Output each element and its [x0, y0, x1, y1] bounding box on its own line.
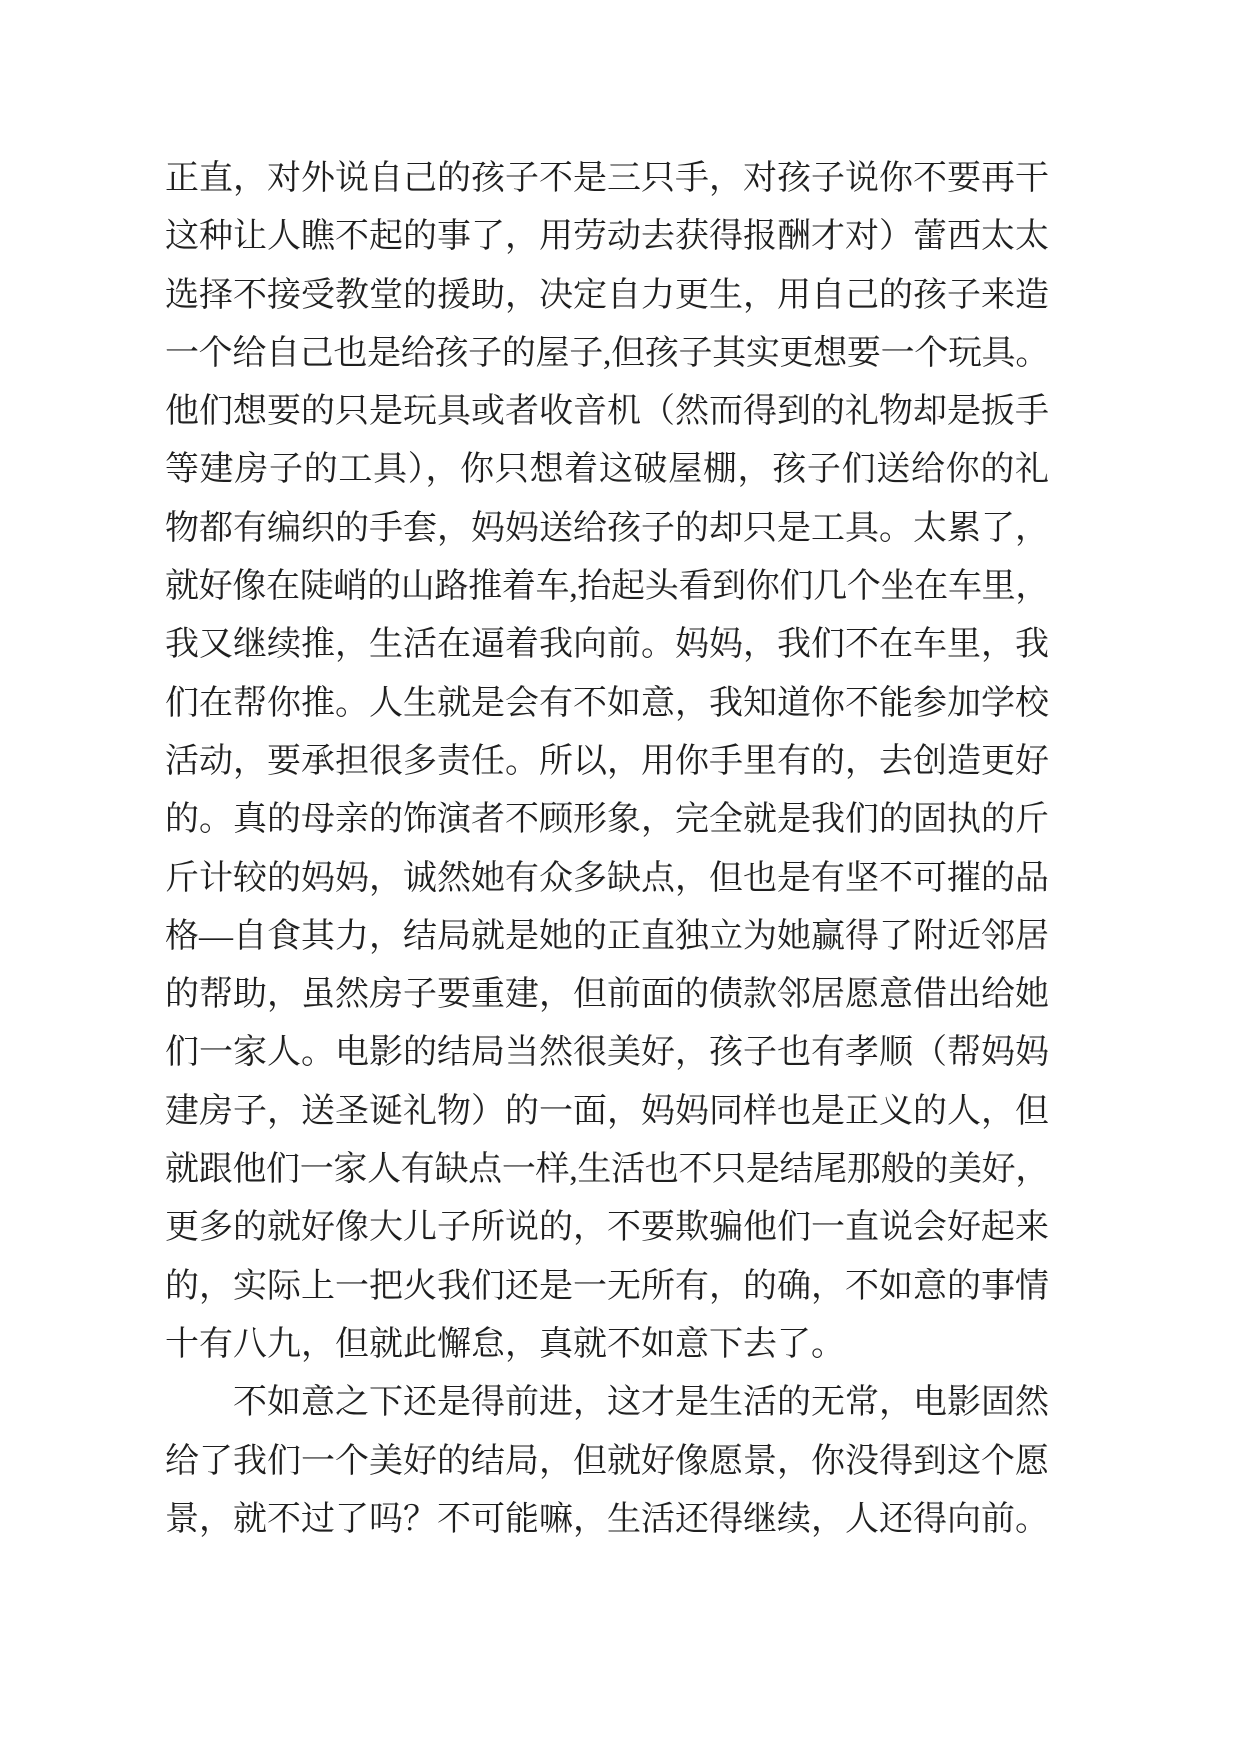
text-line: 就跟他们一家人有缺点一样,生活也不只是结尾那般的美好， [165, 1151, 1049, 1189]
text-line: 的，实际上一把火我们还是一无所有，的确，不如意的事情 [165, 1267, 1049, 1305]
text-line: 活动，要承担很多责任。所以，用你手里有的，去创造更好 [165, 742, 1049, 780]
text-line: 正直，对外说自己的孩子不是三只手，对孩子说你不要再干 [165, 160, 1049, 197]
text-line: 们在帮你推。人生就是会有不如意，我知道你不能参加学校 [165, 684, 1049, 722]
text-line: 格—自食其力，结局就是她的正直独立为她赢得了附近邻居 [165, 917, 1049, 955]
text-line: 给了我们一个美好的结局，但就好像愿景，你没得到这个愿 [165, 1442, 1049, 1480]
paragraph-1 [165, 150, 1049, 1374]
text-line: 十有八九，但就此懈怠，真就不如意下去了。 [165, 1325, 845, 1363]
text-line: 就好像在陡峭的山路推着车,抬起头看到你们几个坐在车里， [165, 568, 1049, 606]
text-line: 这种让人瞧不起的事了，用劳动去获得报酬才对）蕾西太太 [165, 218, 1049, 256]
text-line: 们一家人。电影的结局当然很美好，孩子也有孝顺（帮妈妈 [165, 1034, 1049, 1072]
text-line: 建房子，送圣诞礼物）的一面，妈妈同样也是正义的人，但 [165, 1092, 1049, 1130]
text-line: 我又继续推，生活在逼着我向前。妈妈，我们不在车里，我 [165, 626, 1049, 664]
text-line: 的。真的母亲的饰演者不顾形象，完全就是我们的固执的斤 [165, 801, 1049, 839]
text-line: 更多的就好像大儿子所说的，不要欺骗他们一直说会好起来 [165, 1209, 1049, 1247]
text-line: 景，就不过了吗？不可能嘛，生活还得继续，人还得向前。 [165, 1500, 1049, 1538]
text-line: 一个给自己也是给孩子的屋子,但孩子其实更想要一个玩具。 [165, 334, 1049, 372]
text-line: 他们想要的只是玩具或者收音机（然而得到的礼物却是扳手 [165, 393, 1049, 431]
text-block [165, 150, 1049, 1549]
text-line: 选择不接受教堂的援助，决定自力更生，用自己的孩子来造 [165, 276, 1049, 314]
text-line: 不如意之下还是得前进，这才是生活的无常，电影固然 [165, 1384, 1049, 1422]
text-line: 的帮助，虽然房子要重建，但前面的债款邻居愿意借出给她 [165, 976, 1049, 1014]
text-line: 物都有编织的手套，妈妈送给孩子的却只是工具。太累了， [165, 509, 1049, 547]
text-line: 斤计较的妈妈，诚然她有众多缺点，但也是有坚不可摧的品 [165, 859, 1049, 897]
paragraph-2 [165, 1374, 1049, 1549]
text-line: 等建房子的工具），你只想着这破屋棚，孩子们送给你的礼 [165, 451, 1049, 489]
